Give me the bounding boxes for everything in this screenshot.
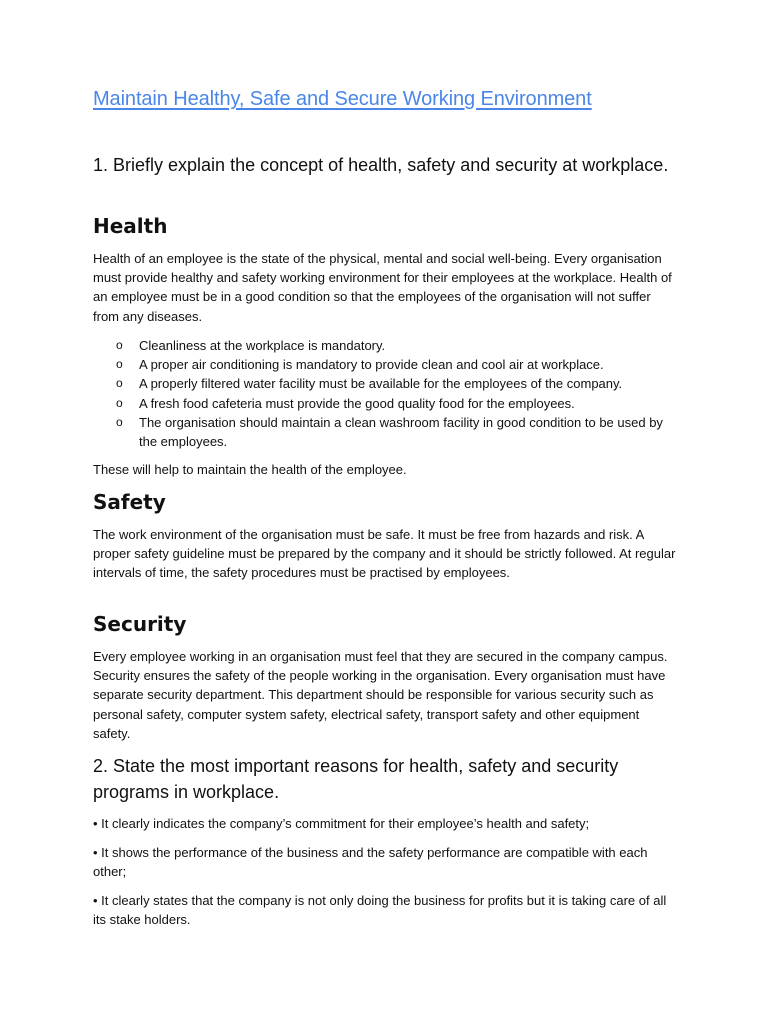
list-item bbox=[93, 394, 678, 413]
list-item bbox=[93, 336, 678, 355]
list-item-text: A properly filtered water facility must be available for the employees of the company. bbox=[139, 376, 623, 392]
health-bullet-list bbox=[93, 336, 678, 451]
bullet-marker: o bbox=[116, 338, 123, 352]
bullet-marker: o bbox=[116, 376, 123, 391]
list-item bbox=[93, 374, 678, 393]
list-item-text: Cleanliness at the workplace is mandatory. bbox=[139, 338, 386, 353]
health-heading: Health bbox=[93, 214, 168, 238]
health-paragraph: Health of an employee is the state of the physical, mental and social well-being. Every organisation must provide healthy and safety working environment for their employees at the workplace. Health of an employee must be in a good condition so that the employees of the organisation will not suffer from any diseases. bbox=[93, 251, 672, 324]
list-item-text: The organisation should maintain a clean washroom facility in good condition to be used by the employees. bbox=[139, 414, 663, 450]
reason-item: • It clearly states that the company is not only doing the business for profits but it is taking care of all its stake holders. bbox=[93, 893, 667, 928]
reason-item: • It clearly indicates the company’s commitment for their employee’s health and safety; bbox=[93, 816, 590, 831]
safety-paragraph: The work environment of the organisation must be safe. It must be free from hazards and risk. A proper safety guideline must be prepared by the company and it should be strictly followed. At regular intervals of time, the safety procedures must be practised by employees. bbox=[93, 527, 676, 581]
document-title: Maintain Healthy, Safe and Secure Working Environment bbox=[93, 88, 592, 110]
bullet-marker: o bbox=[116, 357, 123, 372]
bullet-marker: o bbox=[116, 395, 123, 410]
list-item-text: A fresh food cafeteria must provide the good quality food for the employees. bbox=[139, 395, 575, 411]
reason-item: • It shows the performance of the business and the safety performance are compatible with each other; bbox=[93, 845, 648, 880]
question-2: 2. State the most important reasons for health, safety and security programs in workplace. bbox=[93, 756, 619, 802]
bullet-marker: o bbox=[116, 414, 123, 429]
safety-heading: Safety bbox=[93, 490, 166, 514]
question-1: 1. Briefly explain the concept of health, safety and security at workplace. bbox=[93, 155, 669, 175]
security-paragraph: Every employee working in an organisation must feel that they are secured in the company campus. Security ensures the safety of the people working in the organisation. Every organisation must have separate security department. This department should be responsible for various security such as personal safety, computer system safety, electrical safety, transport safety and other equipment safety. bbox=[93, 649, 668, 741]
list-item bbox=[93, 413, 678, 451]
health-closing: These will help to maintain the health of the employee. bbox=[93, 462, 407, 477]
security-heading: Security bbox=[93, 612, 187, 636]
list-item bbox=[93, 355, 678, 374]
list-item-text: A proper air conditioning is mandatory to provide clean and cool air at workplace. bbox=[139, 357, 604, 373]
